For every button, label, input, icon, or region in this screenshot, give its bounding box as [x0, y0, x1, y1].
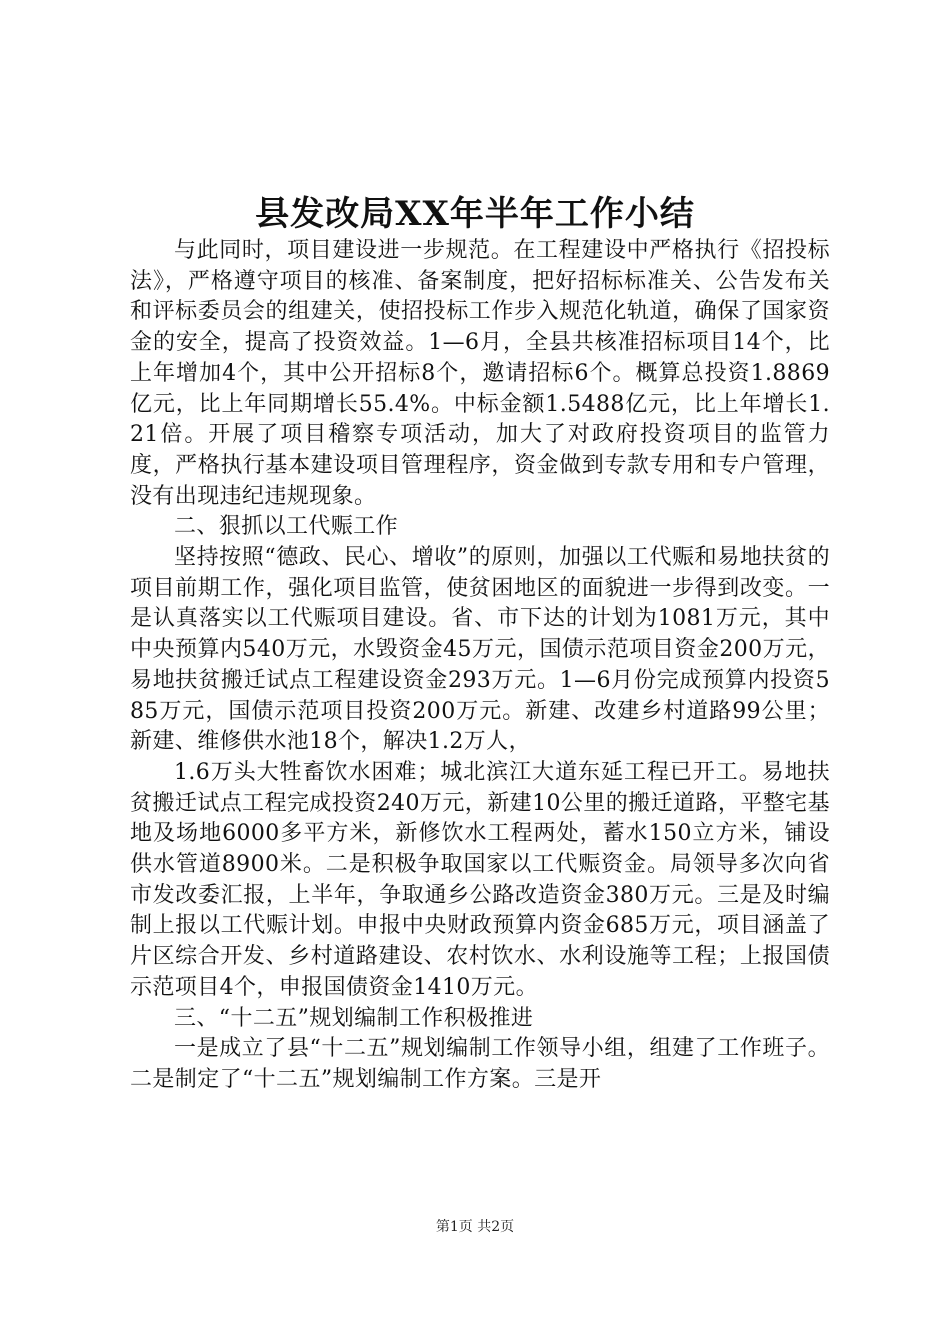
paragraph-work-relief-details: 坚持按照“德政、民心、增收”的原则，加强以工代赈和易地扶贫的项目前期工作，强化项目监管，使贫困地区的面貌进一步得到改变。一是认真落实以工代赈项目建设。省、市下达的计划为1081万元，其中中央预算内540万元，水毁资金45万元，国债示范项目资金200万元，易地扶贫搬迁试点工程建设资金293万元。1—6月份完成预算内投资585万元，国债示范项目投资200万元。新建、改建乡村道路99公里；新建、维修供水池18个，解决1.2万人，	[130, 545, 830, 755]
paragraph-five-year-plan: 一是成立了县“十二五”规划编制工作领导小组，组建了工作班子。二是制定了“十二五”规划编制工作方案。三是开	[130, 1036, 830, 1092]
section-heading-work-relief: 二、狠抓以工代赈工作	[174, 514, 399, 540]
paragraph-project-standardization: 与此同时，项目建设进一步规范。在工程建设中严格执行《招投标法》，严格遵守项目的核准、备案制度，把好招标标准关、公告发布关和评标委员会的组建关，使招投标工作步入规范化轨道，确保了国家资金的安全，提高了投资效益。1—6月，全县共核准招标项目14个，比上年增加4个，其中公开招标8个，邀请招标6个。概算总投资1.8869亿元，比上年同期增长55.4%。中标金额1.5488亿元，比上年增长1.21倍。开展了项目稽察专项活动，加大了对政府投资项目的监管力度，严格执行基本建设项目管理程序，资金做到专款专用和专户管理，没有出现违纪违规现象。	[130, 238, 830, 509]
document-body	[130, 236, 830, 1096]
document-title: 县发改局XX年半年工作小结	[255, 194, 695, 234]
section-heading-five-year-plan: 三、“十二五”规划编制工作积极推进	[174, 1005, 534, 1031]
page-number-footer: 第1页 共2页	[435, 1219, 515, 1235]
paragraph-relocation-funding: 1.6万头大牲畜饮水困难；城北滨江大道东延工程已开工。易地扶贫搬迁试点工程完成投资240万元，新建10公里的搬迁道路，平整宅基地及场地6000多平方米，新修饮水工程两处，蓄水150立方米，铺设供水管道8900米。二是积极争取国家以工代赈资金。局领导多次向省市发改委汇报，上半年，争取通乡公路改造资金380万元。三是及时编制上报以工代赈计划。申报中央财政预算内资金685万元，项目涵盖了片区综合开发、乡村道路建设、农村饮水、水利设施等工程；上报国债示范项目4个，申报国债资金1410万元。	[130, 759, 830, 1000]
